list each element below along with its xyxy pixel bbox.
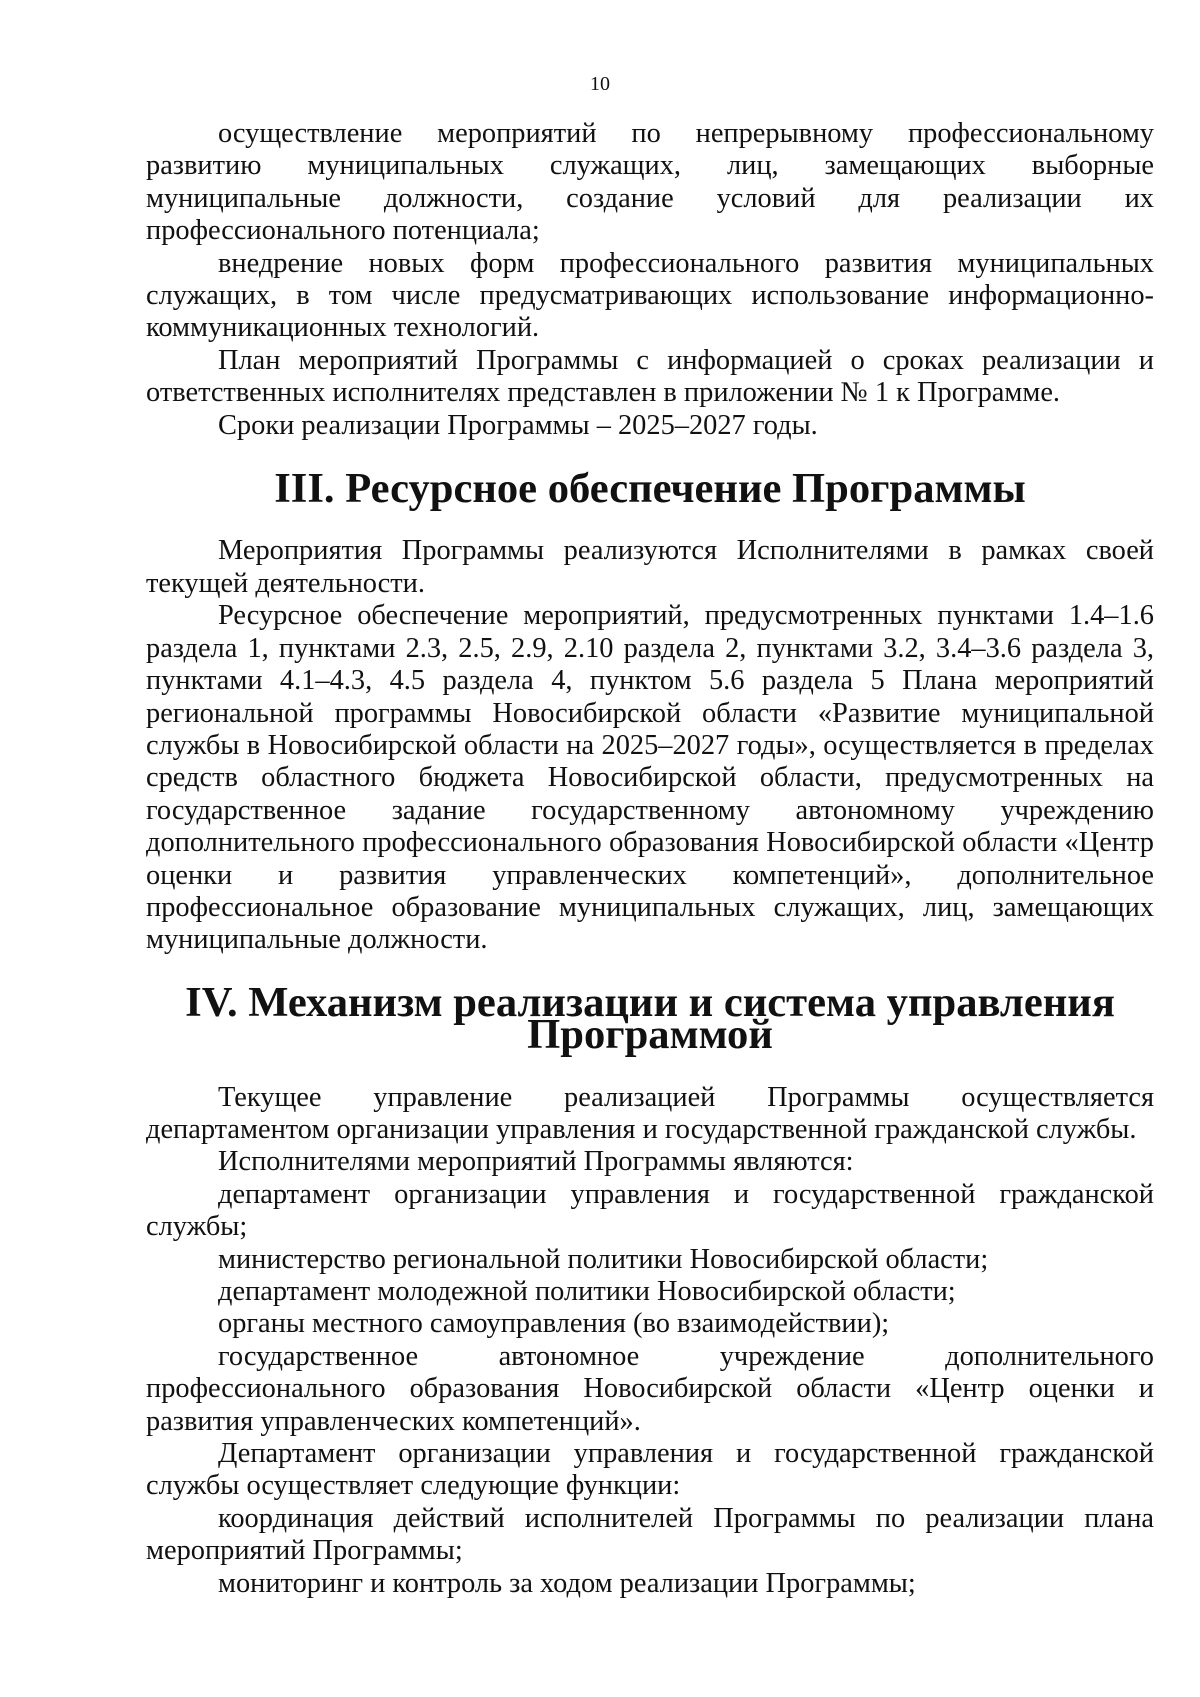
paragraph: мониторинг и контроль за ходом реализации Программы; <box>218 1567 916 1599</box>
page-number: 10 <box>590 73 610 95</box>
paragraph: координация действий исполнителей Программы по реализации плана мероприятий Программы; <box>146 1502 1154 1567</box>
paragraph: государственное автономное учреждение дополнительного профессионального образования Новосибирской области «Центр оценки и развития управленческих компетенций». <box>146 1340 1154 1437</box>
section-heading: IV. Механизм реализации и система управления Программой <box>185 978 1115 1059</box>
paragraph: осуществление мероприятий по непрерывному профессиональному развитию муниципальных служащих, лиц, замещающих выборные муниципальные должности, создание условий для реализации их профессионального потенциала; <box>146 118 1154 247</box>
document-body <box>146 118 1154 1600</box>
paragraph: департамент молодежной политики Новосибирской области; <box>218 1276 956 1307</box>
paragraph: органы местного самоуправления (во взаимодействии); <box>218 1308 890 1340</box>
paragraph: Департамент организации управления и государственной гражданской службы осуществляет следующие функции: <box>146 1438 1154 1502</box>
section-heading: III. Ресурсное обеспечение Программы <box>274 465 1026 513</box>
paragraph: департамент организации управления и государственной гражданской службы; <box>146 1178 1154 1243</box>
paragraph: Исполнителями мероприятий Программы являются: <box>218 1146 854 1178</box>
paragraph: Мероприятия Программы реализуются Исполнителями в рамках своей текущей деятельности. <box>146 535 1154 599</box>
paragraph: Ресурсное обеспечение мероприятий, предусмотренных пунктами 1.4–1.6 раздела 1, пунктами 2.3, 2.5, 2.9, 2.10 раздела 2, пунктами 3.2, 3.4–3.6 раздела 3, пунктами 4.1–4.3, 4.5 раздела 4, пунктом 5.6 раздела 5 Плана мероприятий региональной программы Новосибирской области «Развитие муниципальной службы в Новосибирской области на 2025–2027 годы», осуществляется в пределах средств областного бюджета Новосибирской области, предусмотренных на государственное задание государственному автономному учреждению дополнительного профессионального образования Новосибирской области «Центр оценки и развития управленческих компетенций», дополнительное профессиональное образование муниципальных служащих, лиц, замещающих муниципальные должности. <box>146 600 1154 956</box>
paragraph: Сроки реализации Программы – 2025–2027 годы. <box>218 409 818 441</box>
paragraph: внедрение новых форм профессионального развития муниципальных служащих, в том числе предусматривающих использование информационно-коммуникационных технологий. <box>146 247 1154 344</box>
paragraph: Текущее управление реализацией Программы осуществляется департаментом организации управления и государственной гражданской службы. <box>146 1081 1154 1145</box>
paragraph: министерство региональной политики Новосибирской области; <box>218 1243 989 1275</box>
paragraph: План мероприятий Программы с информацией о сроках реализации и ответственных исполнителях представлен в приложении № 1 к Программе. <box>146 344 1154 409</box>
